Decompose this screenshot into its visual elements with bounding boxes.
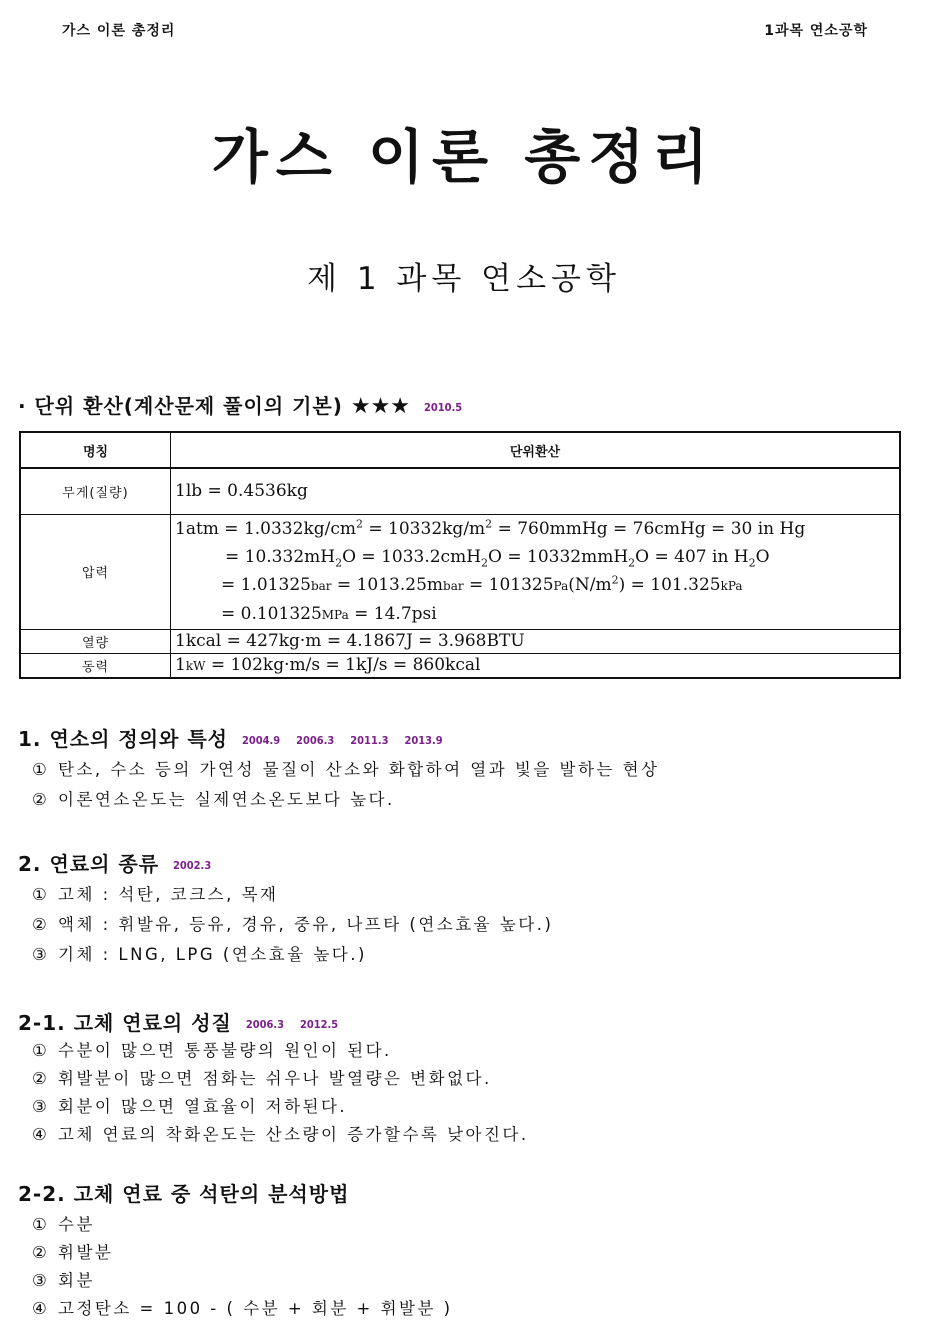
section-item-list: [32, 756, 660, 814]
row-name: 압력: [20, 514, 171, 629]
section-heading-text: 2-2. 고체 연료 중 석탄의 분석방법: [18, 1182, 350, 1206]
exam-year-tag: 2012.5: [300, 1018, 339, 1031]
list-item: ② 휘발분이 많으면 점화는 쉬우나 발열량은 변화없다.: [32, 1069, 492, 1088]
list-item: ① 고체 : 석탄, 코크스, 목재: [32, 885, 279, 904]
row-conversion: [171, 629, 901, 653]
units-section-heading: [18, 390, 462, 419]
list-item: ② 휘발분: [32, 1243, 114, 1262]
row-conversion: [171, 468, 901, 514]
list-item: ③ 회분이 많으면 열효율이 저하된다.: [32, 1097, 348, 1116]
section-heading: [18, 848, 211, 877]
running-header-left: 가스 이론 총정리: [62, 23, 176, 39]
section-item-list: [32, 881, 553, 969]
conversion-line: = $10.332mH_2O = 1033.2cmH_2O = 10332mmH_2O = 407$ in $H_2O$: [225, 546, 770, 569]
units-heading-text: · 단위 환산(계산문제 풀이의 기본): [18, 394, 343, 418]
list-item: ① 수분이 많으면 통풍불량의 원인이 된다.: [32, 1041, 392, 1060]
table-row: [20, 468, 900, 514]
exam-year-tag: 2004.9: [241, 734, 281, 747]
importance-stars: ★★★: [350, 394, 411, 419]
conversion-line: = 0.101325MPa = 14.7psi: [221, 603, 437, 624]
list-item: ② 액체 : 휘발유, 등유, 경유, 중유, 나프타 (연소효율 높다.): [32, 915, 554, 934]
table-row: [20, 629, 900, 653]
exam-year-tag: 2002.3: [173, 859, 212, 872]
list-item: ② 이론연소온도는 실제연소온도보다 높다.: [32, 790, 395, 809]
list-item: ① 탄소, 수소 등의 가연성 물질이 산소와 화합하여 열과 빛을 발하는 현상: [32, 760, 660, 779]
conversion-line: $1atm = 1.0332kg/cm^2 = 10332kg/m^2$ = 760mmHg = 76cmHg = 30 in Hg: [175, 516, 806, 539]
exam-year-tag: 2006.3: [296, 734, 335, 747]
section-heading-text: 1. 연소의 정의와 특성: [18, 727, 228, 751]
section-heading: [18, 1178, 349, 1207]
section-heading-text: 2. 연료의 종류: [18, 852, 160, 876]
exam-year-tag: 2010.5: [424, 401, 463, 414]
column-header-name: 명칭: [20, 432, 171, 468]
list-item: ③ 기체 : LNG, LPG (연소효율 높다.): [32, 945, 367, 964]
list-item: ④ 고체 연료의 착화온도는 산소량이 증가할수록 낮아진다.: [32, 1125, 529, 1144]
table-row: [20, 653, 900, 678]
column-header-conversion: 단위환산: [171, 432, 901, 468]
section-item-list: [32, 1211, 453, 1323]
section-heading-text: 2-1. 고체 연료의 성질: [18, 1011, 232, 1035]
list-item: ① 수분: [32, 1215, 95, 1234]
table-row: [20, 514, 900, 629]
section-heading: [18, 1007, 338, 1036]
exam-year-tag: 2013.9: [404, 734, 443, 747]
conversion-line: = 1.01325bar = 1013.25mbar = $101325Pa(N/m^2) = 101.325kPa$: [221, 572, 743, 595]
row-name: 무게(질량): [20, 468, 171, 514]
list-item: ④ 고정탄소 = 100 - ( 수분 + 회분 + 휘발분 ): [32, 1299, 453, 1318]
document-title: 가스 이론 총정리: [211, 123, 717, 191]
row-name: 동력: [20, 653, 171, 678]
row-conversion: [171, 653, 901, 678]
section-item-list: [32, 1037, 529, 1149]
conversion-line: 1kW = 102kg·m/s = 1kJ/s = 860kcal: [175, 654, 481, 675]
section-heading: [18, 723, 443, 752]
conversion-line: 1kcal = 427kg·m = 4.1867J = 3.968BTU: [175, 631, 525, 651]
exam-year-tag: 2006.3: [245, 1018, 285, 1031]
running-header-right: 1과목 연소공학: [764, 23, 868, 39]
row-conversion: [171, 514, 901, 629]
unit-conversion-table: [19, 431, 901, 679]
table-header-row: [20, 432, 900, 468]
row-name: 열량: [20, 629, 171, 653]
conversion-line: 1lb = 0.4536kg: [175, 481, 308, 502]
list-item: ③ 회분: [32, 1271, 95, 1290]
document-subtitle: 제 1 과목 연소공학: [307, 261, 621, 297]
exam-year-tag: 2011.3: [350, 734, 389, 747]
